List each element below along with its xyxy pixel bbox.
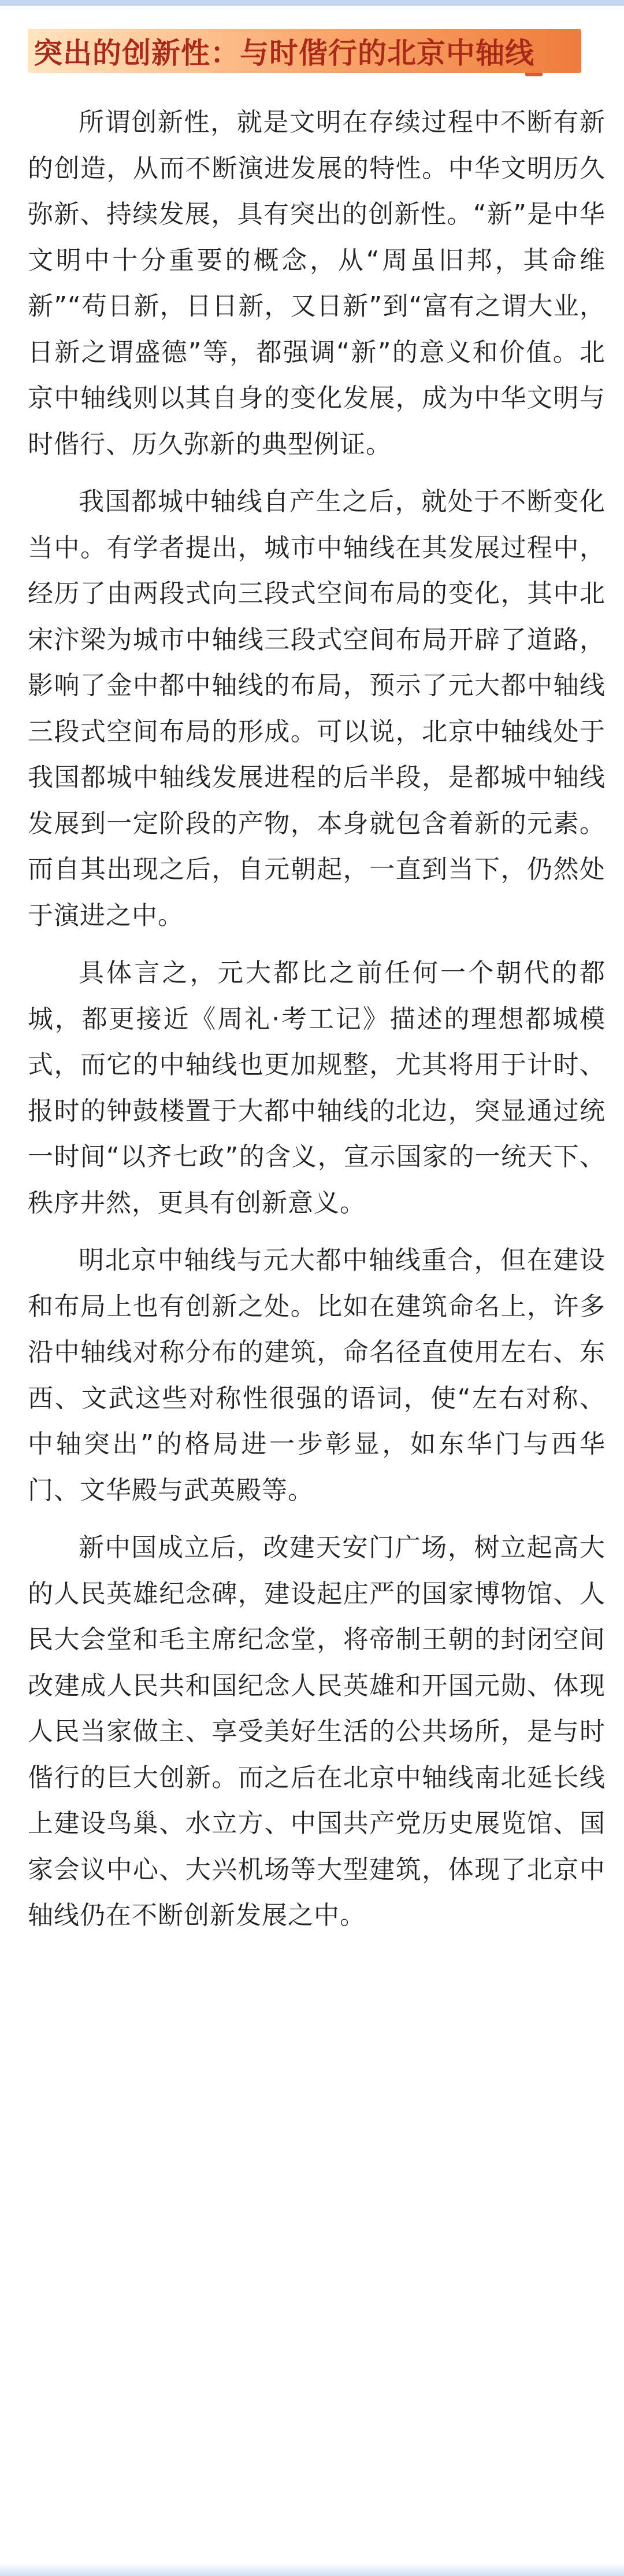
top-border xyxy=(0,0,624,6)
paragraph: 新中国成立后，改建天安门广场，树立起高大的人民英雄纪念碑，建设起庄严的国家博物馆、人民大会堂和毛主席纪念堂，将帝制王朝的封闭空间改建成人民共和国纪念人民英雄和开国元勋、体现人民当家做主、享受美好生活的公共场所，是与时偕行的巨大创新。而之后在北京中轴线南北延长线上建设鸟巢、水立方、中国共产党历史展览馆、国家会议中心、大兴机场等大型建筑，体现了北京中轴线仍在不断创新发展之中。 xyxy=(28,1533,606,1930)
paragraph: 所谓创新性，就是文明在存续过程中不断有新的创造，从而不断演进发展的特性。中华文明历久弥新、持续发展，具有突出的创新性。“新”是中华文明中十分重要的概念，从“周虽旧邦，其命维新”“苟日新，日日新，又日新”到“富有之谓大业，日新之谓盛德”等，都强调“新”的意义和价值。北京中轴线则以其自身的变化发展，成为中华文明与时偕行、历久弥新的典型例证。 xyxy=(28,108,606,459)
article-body xyxy=(28,99,606,1950)
bottom-border xyxy=(0,2563,624,2576)
paragraph: 我国都城中轴线自产生之后，就处于不断变化当中。有学者提出，城市中轴线在其发展过程中，经历了由两段式向三段式空间布局的变化，其中北宋汴梁为城市中轴线三段式空间布局开辟了道路，影响了金中都中轴线的布局，预示了元大都中轴线三段式空间布局的形成。可以说，北京中轴线处于我国都城中轴线发展进程的后半段，是都城中轴线发展到一定阶段的产物，本身就包含着新的元素。而自其出现之后，自元朝起，一直到当下，仍然处于演进之中。 xyxy=(28,487,606,930)
paragraph: 具体言之，元大都比之前任何一个朝代的都城，都更接近《周礼·考工记》描述的理想都城模式，而它的中轴线也更加规整，尤其将用于计时、报时的钟鼓楼置于大都中轴线的北边，突显通过统一时间“以齐七政”的含义，宣示国家的一统天下、秩序井然，更具有创新意义。 xyxy=(28,958,606,1218)
heading-title: 突出的创新性：与时偕行的北京中轴线 xyxy=(34,36,534,70)
paragraph: 明北京中轴线与元大都中轴线重合，但在建设和布局上也有创新之处。比如在建筑命名上，许多沿中轴线对称分布的建筑，命名径直使用左右、东西、文武这些对称性很强的语词，使“左右对称、中轴突出”的格局进一步彰显，如东华门与西华门、文华殿与武英殿等。 xyxy=(28,1246,606,1505)
section-heading xyxy=(28,29,534,73)
